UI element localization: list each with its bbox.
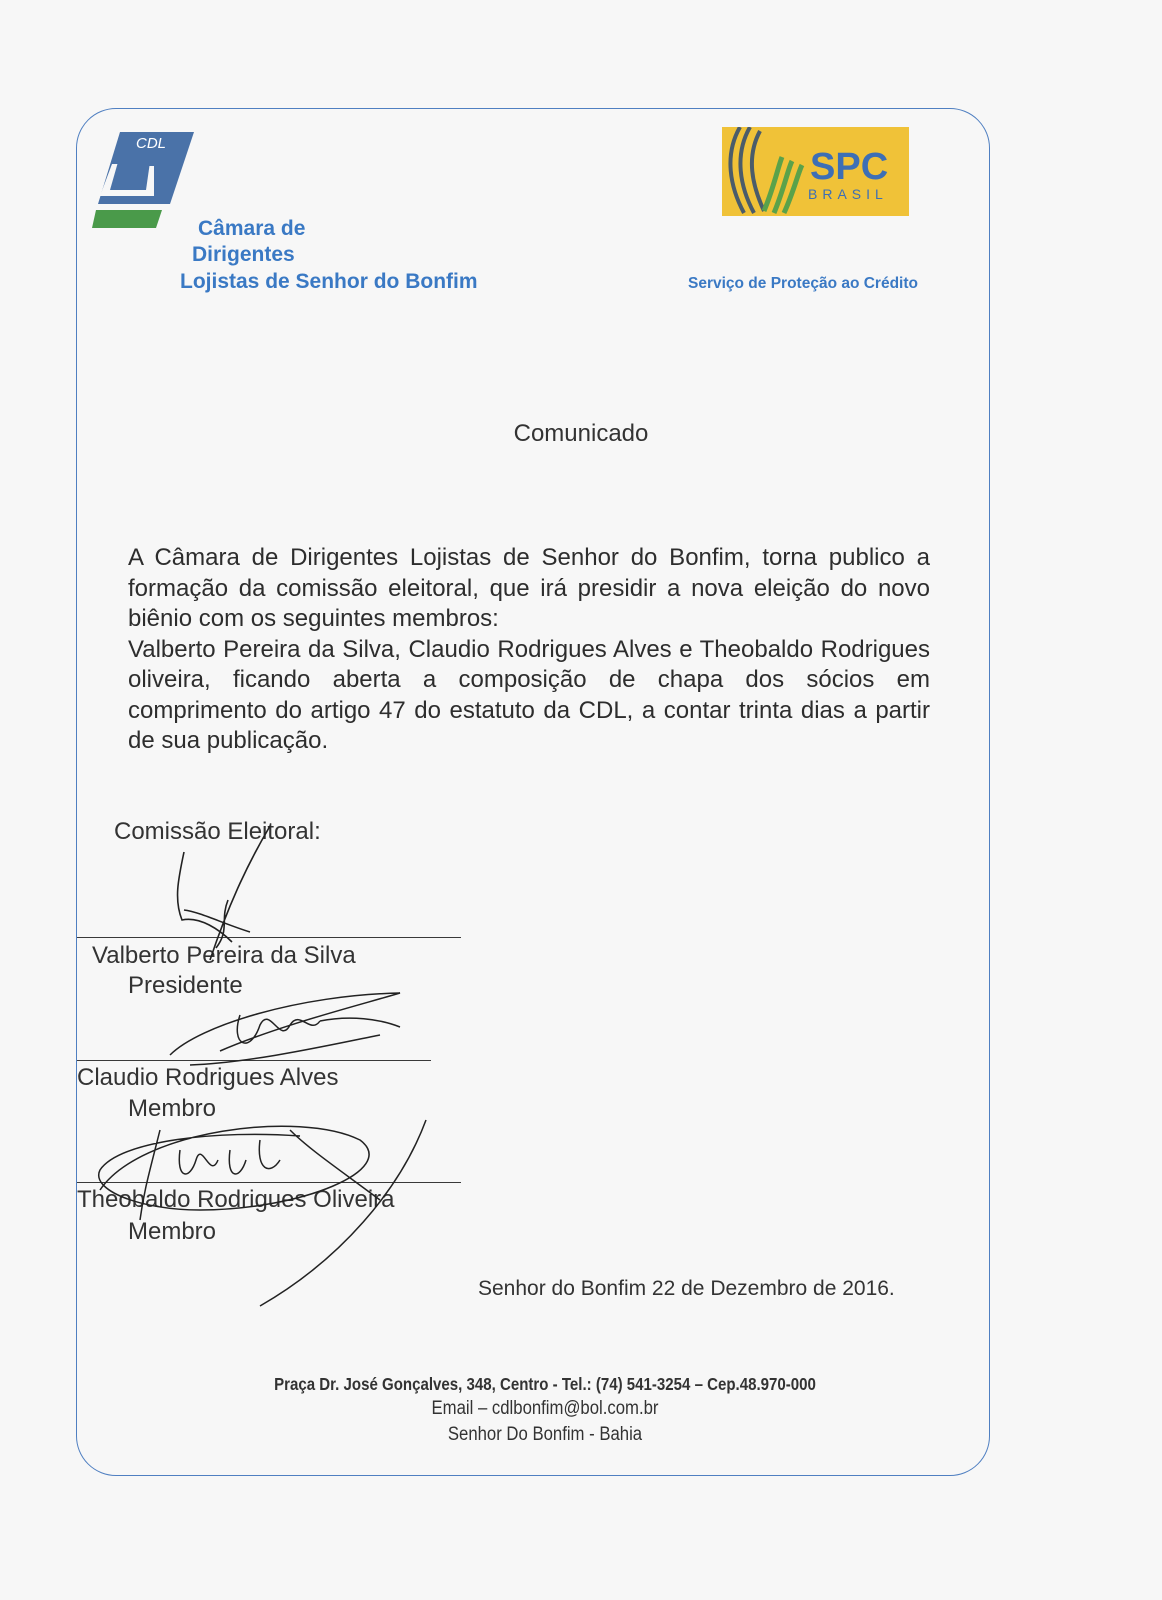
signature-line [77, 1060, 431, 1061]
member-role-1: Presidente [128, 972, 243, 999]
cdl-logo-text: CDL [136, 135, 167, 152]
signature-line [77, 1182, 461, 1183]
spc-tagline: Serviço de Proteção ao Crédito [688, 275, 918, 292]
member-name-1: Valberto Pereira da Silva [92, 942, 356, 969]
org-name-line-2: Dirigentes [192, 243, 295, 266]
member-role-2: Membro [128, 1095, 217, 1122]
footer-email: Email – cdlbonfim@bol.com.br [431, 1398, 659, 1419]
footer-city: Senhor Do Bonfim - Bahia [447, 1424, 643, 1445]
document-title: Comunicado [513, 420, 649, 447]
spc-brasil-logo [722, 127, 909, 216]
page-border-frame [76, 108, 990, 1476]
commission-heading: Comissão Eleitoral: [114, 818, 321, 845]
spc-logo-main: SPC [810, 146, 889, 188]
body-paragraph-2: Valberto Pereira da Silva, Claudio Rodrigues Alves e Theobaldo Rodrigues oliveira, ficando aberta a composição de chapa dos sócios em comprimento do artigo 47 do estatuto da CDL, a contar trinta dias a partir de sua publicação. [128, 635, 930, 754]
body-paragraph-1: A Câmara de Dirigentes Lojistas de Senhor do Bonfim, torna publico a formação da comissão eleitoral, que irá presidir a nova eleição do novo biênio com os seguintes membros: [128, 544, 930, 632]
footer-address: Praça Dr. José Gonçalves, 348, Centro - Tel.: (74) 541-3254 – Cep.48.970-000 [274, 1374, 816, 1394]
member-name-2: Claudio Rodrigues Alves [77, 1064, 339, 1091]
org-name-line-3: Lojistas de Senhor do Bonfim [180, 270, 478, 293]
signature-line [77, 937, 461, 938]
spc-swoosh-icon [722, 127, 909, 216]
member-name-3: Theobaldo Rodrigues Oliveira [77, 1186, 395, 1213]
document-body [128, 543, 930, 757]
spc-logo-sub: BRASIL [808, 186, 888, 202]
member-role-3: Membro [128, 1218, 217, 1245]
cdl-logo-icon [92, 132, 194, 232]
org-name-line-1: Câmara de [198, 217, 306, 240]
document-date: Senhor do Bonfim 22 de Dezembro de 2016. [478, 1277, 895, 1300]
